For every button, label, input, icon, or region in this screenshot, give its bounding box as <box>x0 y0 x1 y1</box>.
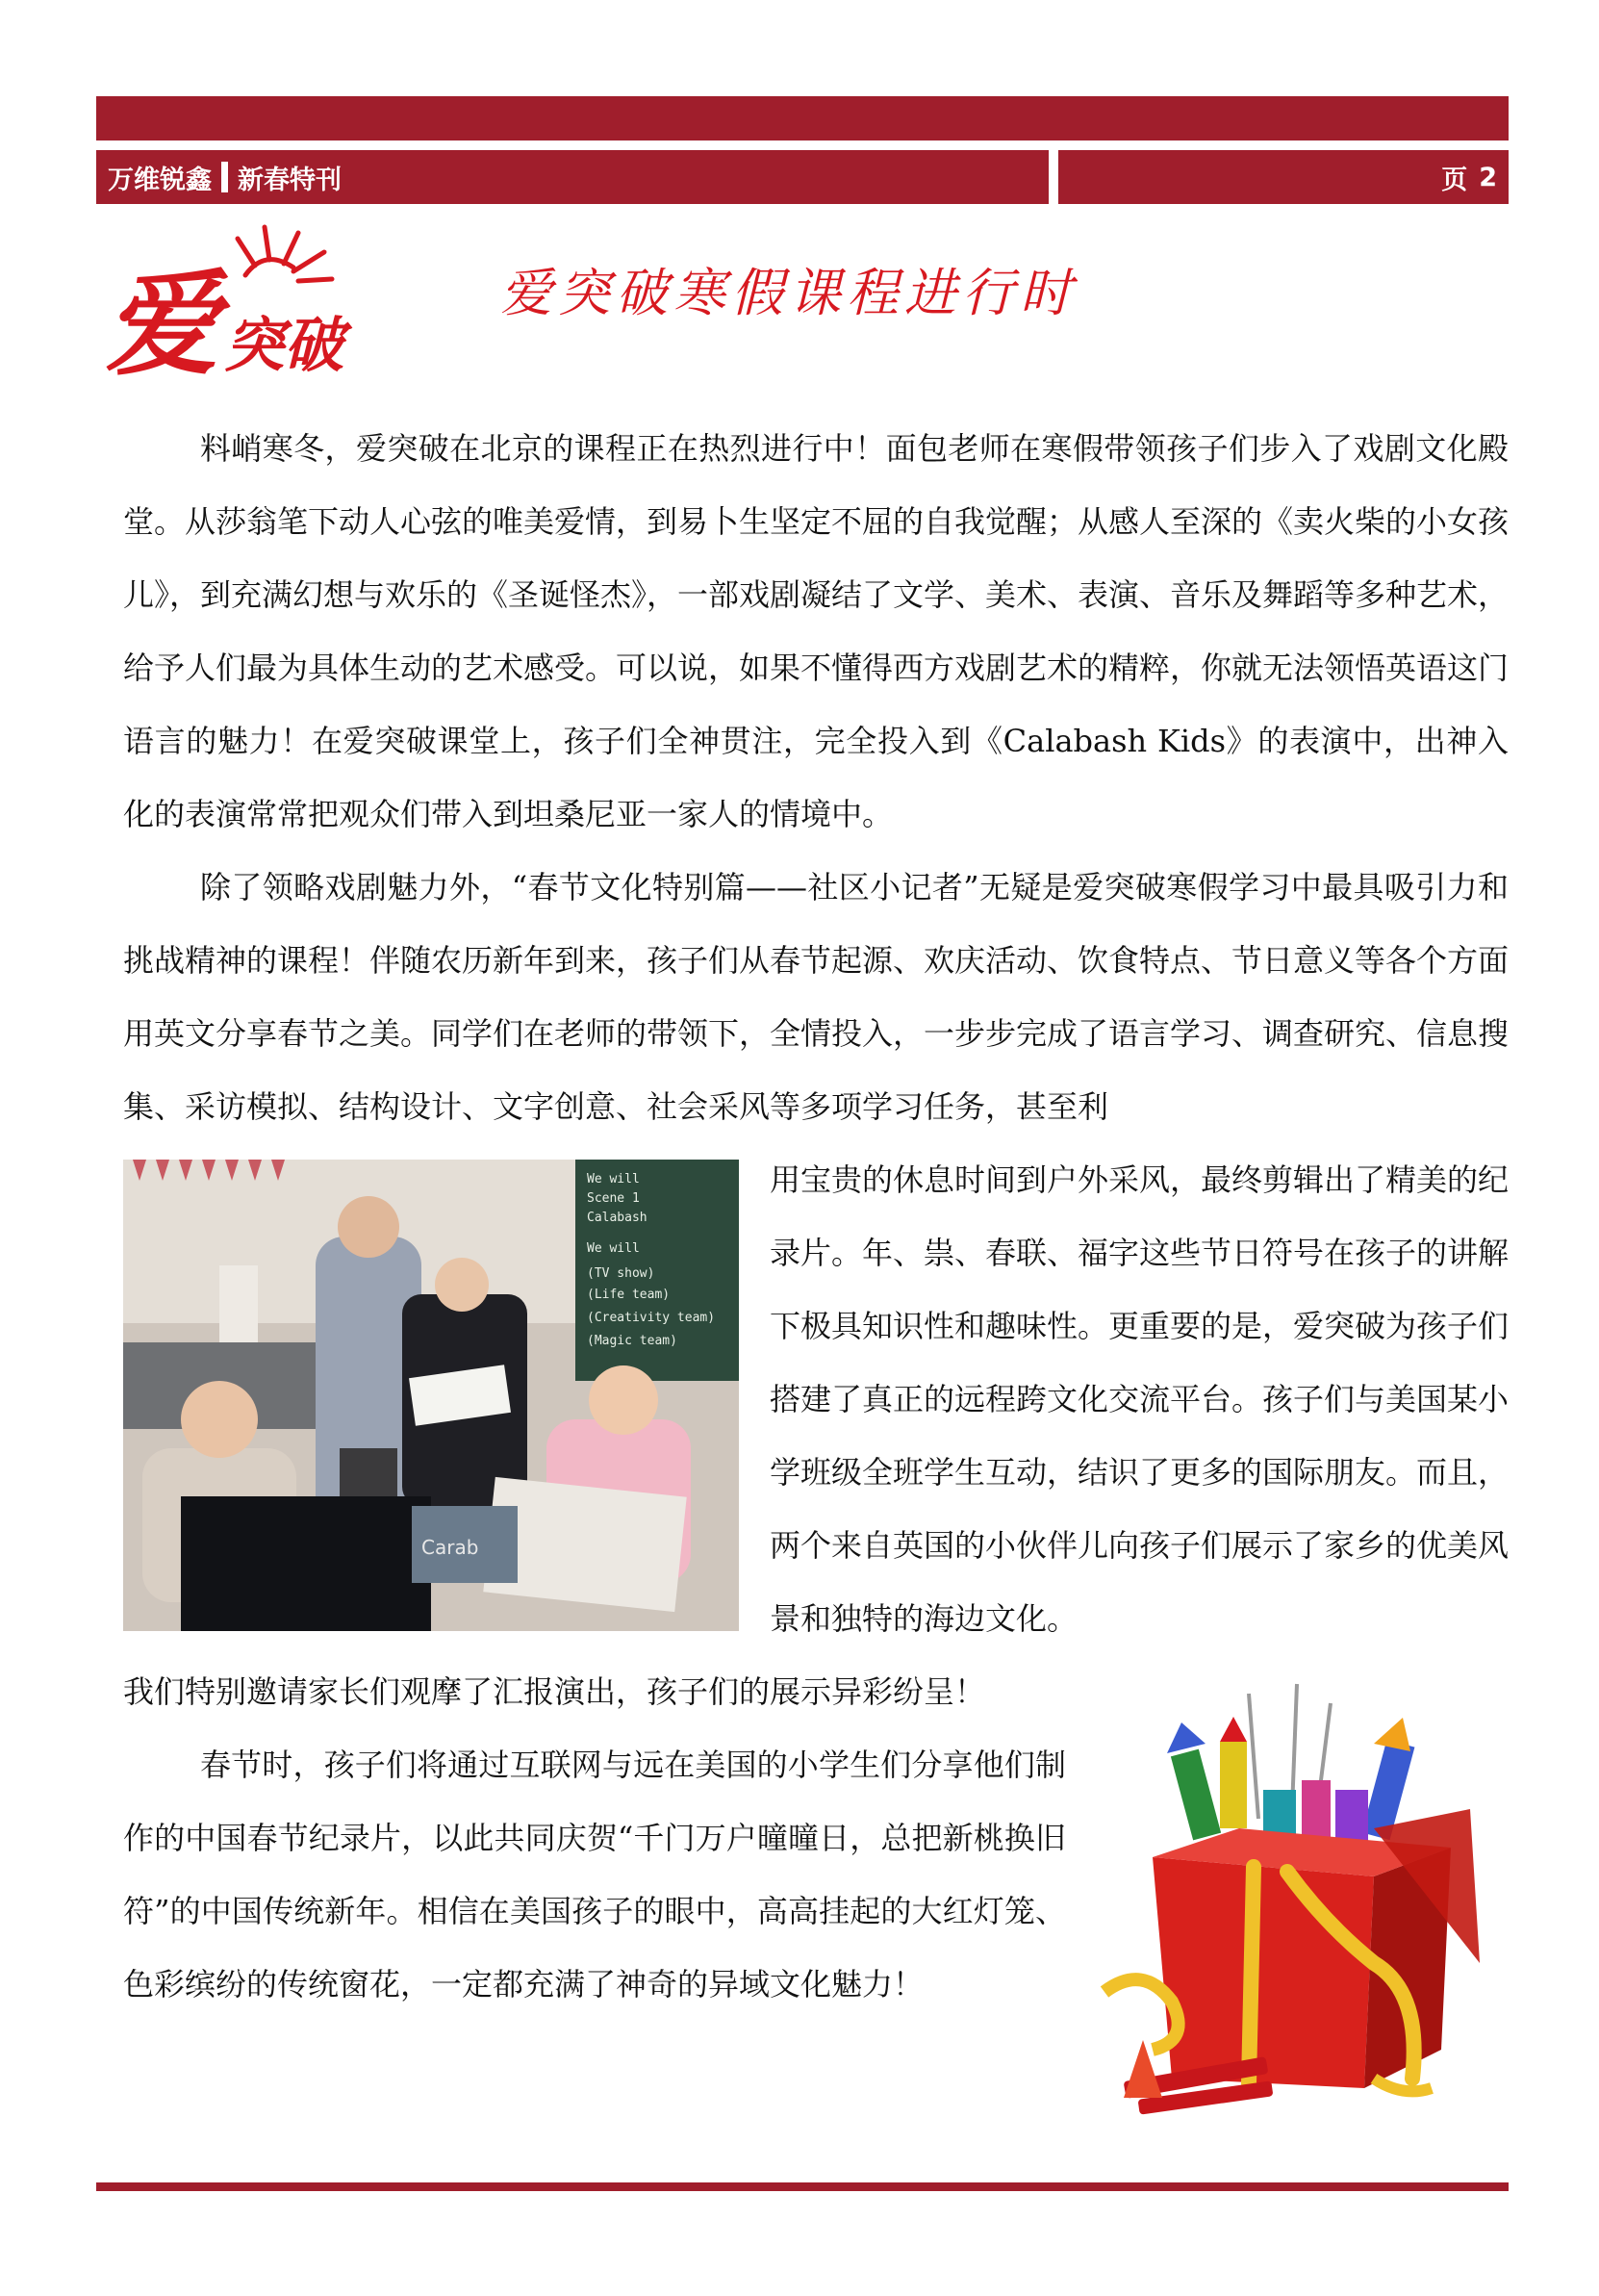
header-band-right <box>1058 150 1509 204</box>
page-number: 2 <box>1479 162 1497 192</box>
board-line: (Magic team) <box>587 1334 677 1348</box>
board-line: Calabash <box>587 1211 647 1225</box>
paragraph-5: 春节时，孩子们将通过互联网与远在美国的小学生们分享他们制作的中国春节纪录片，以此共同庆贺“千门万户曈曈日，总把新桃换旧符”的中国传统新年。相信在美国孩子的眼中，高高挂起的大红灯笼、色彩缤纷的传统窗花，一定都充满了神奇的异域文化魅力！ <box>123 1747 1066 2003</box>
logo-small-chars: 突破 <box>224 310 344 380</box>
page-title: 爱突破寒假课程进行时 <box>500 263 1078 323</box>
classroom-photo <box>123 1160 739 1631</box>
page-label: 页 <box>1441 165 1468 195</box>
footer-line <box>96 2182 1509 2191</box>
sun-rays-icon <box>238 227 332 281</box>
firecracker-gift-box-illustration <box>1085 1674 1489 2117</box>
gift-box <box>1153 1857 1374 2088</box>
header-issue: 新春特刊 <box>238 165 342 195</box>
board-line: (Life team) <box>587 1288 671 1302</box>
board-line: (TV show) <box>587 1266 655 1281</box>
header-separator <box>221 162 228 192</box>
aitupo-logo <box>101 219 370 385</box>
board-line: Scene 1 <box>587 1191 640 1206</box>
paragraph-3: 用宝贵的休息时间到户外采风，最终剪辑出了精美的纪录片。年、祟、春联、福字这些节日符号在孩子的讲解下极具知识性和趣味性。更重要的是，爱突破为孩子们搭建了真正的远程跨文化交流平台。孩子们与美国某小学班级全班学生互动，结识了更多的国际朋友。而且，两个来自英国的小伙伴儿向孩子们展示了家乡的优美风景和独特的海边文化。 <box>770 1161 1510 1637</box>
paragraph-2: 除了领略戏剧魅力外，“春节文化特别篇——社区小记者”无疑是爱突破寒假学习中最具吸引力和挑战精神的课程！伴随农历新年到来，孩子们从春节起源、欢庆活动、饮食特点、节日意义等各个方面用英文分享春节之美。同学们在老师的带领下，全情投入，一步步完成了语言学习、调查研究、信息搜集、采访模拟、结构设计、文字创意、社会采风等多项学习任务，甚至利 <box>123 869 1510 1125</box>
paragraph-4: 我们特别邀请家长们观摩了汇报演出，孩子们的展示异彩纷呈！ <box>123 1673 986 1710</box>
board-line: We will <box>587 1172 640 1186</box>
header-band-left <box>96 150 1049 204</box>
logo-big-char: 爱 <box>105 257 219 385</box>
header-top-bar <box>96 96 1509 140</box>
board-line: We will <box>587 1241 640 1256</box>
bag-text: Carab <box>421 1536 479 1559</box>
header-brand: 万维锐鑫 <box>108 165 212 195</box>
board-line: (Creativity team) <box>587 1311 716 1325</box>
paragraph-1: 料峭寒冬，爱突破在北京的课程正在热烈进行中！面包老师在寒假带领孩子们步入了戏剧文化殿堂。从莎翁笔下动人心弦的唯美爱情，到易卜生坚定不屈的自我觉醒；从感人至深的《卖火柴的小女孩儿》，到充满幻想与欢乐的《圣诞怪杰》，一部戏剧凝结了文学、美术、表演、音乐及舞蹈等多种艺术，给予人们最为具体生动的艺术感受。可以说，如果不懂得西方戏剧艺术的精粹，你就无法领悟英语这门语言的魅力！在爱突破课堂上，孩子们全神贯注，完全投入到《Calabash Kids》的表演中，出神入化的表演常常把观众们带入到坦桑尼亚一家人的情境中。 <box>123 430 1510 832</box>
